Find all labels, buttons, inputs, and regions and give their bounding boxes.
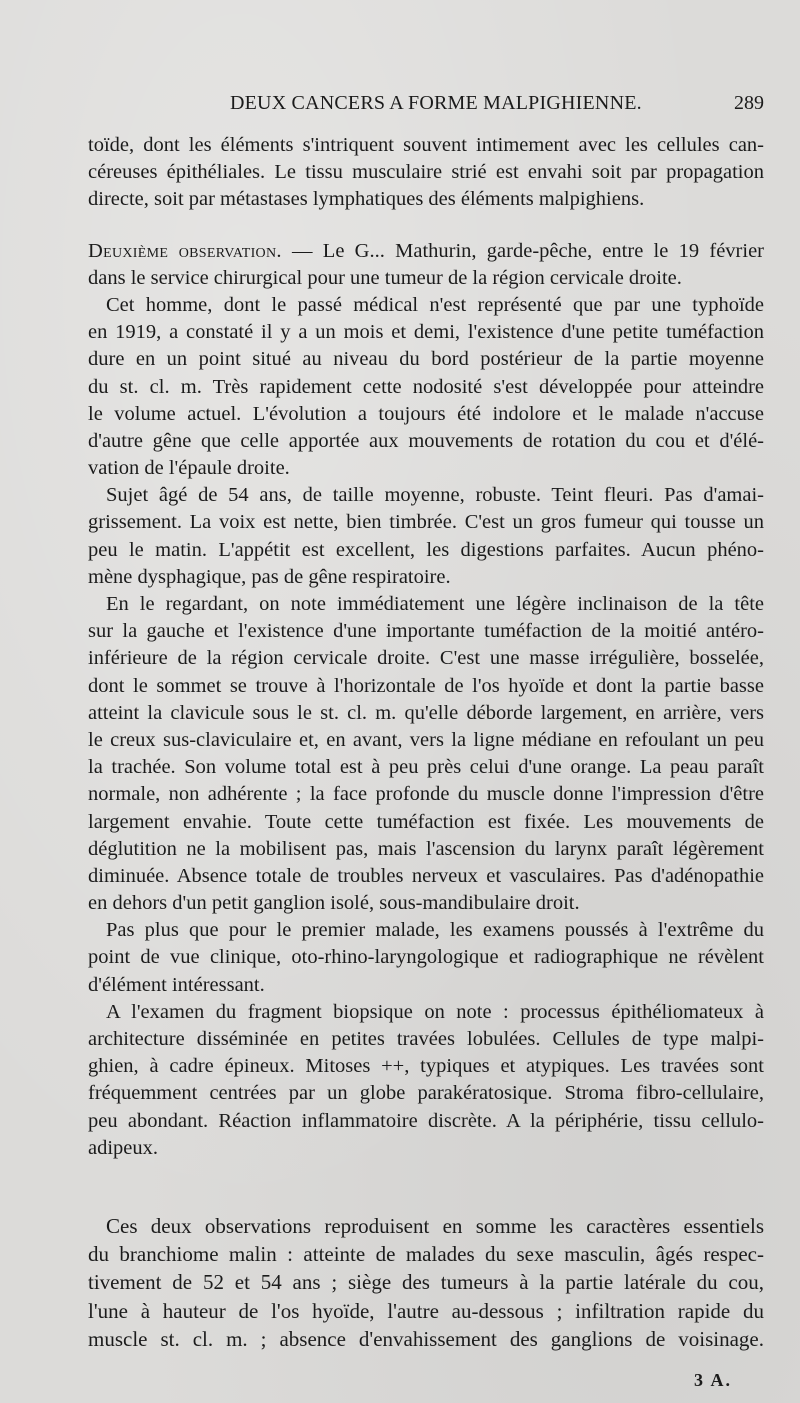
text-line: Ces deux observations reproduisent en somme les caractères essentiels: [106, 1214, 764, 1238]
body-text: [88, 132, 764, 1162]
text-line: dont le sommet se trouve à l'horizontale de l'os hyoïde et dont la partie basse: [88, 674, 764, 697]
text-line: d'élément intéressant.: [88, 973, 265, 996]
text-line: en 1919, a constaté il y a un mois et demi, l'existence d'une petite tuméfaction: [88, 321, 764, 344]
text-line: fréquemment centrées par un globe parakératosique. Stroma fibro-cellulaire,: [88, 1082, 764, 1105]
text-line: peu abondant. Réaction inflammatoire discrète. A la périphérie, tissu cellulo-: [88, 1109, 764, 1132]
text-line: dans le service chirurgical pour une tumeur de la région cervicale droite.: [88, 266, 682, 289]
text-line: l'une à hauteur de l'os hyoïde, l'autre au-dessous ; infiltration rapide du: [88, 1298, 764, 1323]
text-line: adipeux.: [88, 1136, 159, 1159]
text-line: peu le matin. L'appétit est excellent, les digestions parfaites. Aucun phéno-: [88, 538, 764, 561]
running-head: [88, 92, 768, 122]
text-line: ghien, à cadre épineux. Mitoses ++, typiques et atypiques. Les travées sont: [88, 1055, 764, 1078]
text-line: vation de l'épaule droite.: [88, 457, 290, 480]
text-line: En le regardant, on note immédiatement une légère inclinaison de la tête: [106, 593, 764, 615]
observation-heading-line: [88, 238, 764, 265]
text-line: déglutition ne la mobilisent pas, mais l'ascension du larynx paraît légèrement: [88, 837, 764, 860]
text-line: la trachée. Son volume total est à peu près celui d'une orange. La peau paraît: [88, 756, 764, 779]
text-line: le creux sus-claviculaire et, en avant, vers la ligne médiane en refoulant un peu: [88, 728, 764, 751]
text-line: sur la gauche et l'existence d'une importante tuméfaction de la moitié antéro-: [88, 620, 764, 643]
text-line: architecture disséminée en petites travées lobulées. Cellules de type malpi-: [88, 1028, 764, 1050]
text-line: céreuses épithéliales. Le tissu musculaire strié est envahi soit par propagation: [88, 161, 764, 184]
text-line: du branchiome malin : atteinte de malades du sexe masculin, âgés respec-: [88, 1242, 764, 1267]
text-line: d'autre gêne que celle apportée aux mouvements de rotation du cou et d'élé-: [88, 429, 764, 452]
text-line: du st. cl. m. Très rapidement cette nodosité s'est développée pour atteindre: [88, 375, 764, 398]
observation-heading-rest: — Le G... Mathurin, garde-pêche, entre le 19 février: [292, 239, 764, 262]
text-line: largement envahie. Toute cette tuméfaction est fixée. Les mouvements de: [88, 810, 764, 833]
text-line: mène dysphagique, pas de gêne respiratoire.: [88, 565, 451, 588]
text-line: atteint la clavicule sous le st. cl. m. qu'elle déborde largement, en arrière, vers: [88, 701, 764, 724]
observation-label: Deuxième observation.: [88, 239, 282, 262]
text-line: dure en un point situé au niveau du bord postérieur de la partie moyenne: [88, 348, 764, 371]
text-line: Sujet âgé de 54 ans, de taille moyenne, robuste. Teint fleuri. Pas d'amai-: [106, 484, 764, 507]
signature-mark: 3 A.: [693, 1370, 732, 1390]
text-line: muscle st. cl. m. ; absence d'envahissement des ganglions de voisinage.: [88, 1326, 764, 1351]
text-line: toïde, dont les éléments s'intriquent souvent intimement avec les cellules can-: [88, 134, 764, 156]
text-line: normale, non adhérente ; la face profonde du muscle donne l'impression d'être: [88, 783, 764, 806]
text-line: Pas plus que pour le premier malade, les examens poussés à l'extrême du: [106, 919, 764, 942]
text-line: Cet homme, dont le passé médical n'est représenté que par une typhoïde: [106, 293, 764, 316]
text-line: A l'examen du fragment biopsique on note : processus épithéliomateux à: [106, 1000, 764, 1023]
text-line: inférieure de la région cervicale droite. C'est une masse irrégulière, bosselée,: [88, 647, 764, 670]
text-line: point de vue clinique, oto-rhino-laryngologique et radiographique ne révèlent: [88, 946, 764, 969]
running-title: DEUX CANCERS A FORME MALPIGHIENNE.: [230, 92, 642, 114]
text-line: diminuée. Absence totale de troubles nerveux et vasculaires. Pas d'adénopathie: [88, 864, 764, 887]
text-line: le volume actuel. L'évolution a toujours été indolore et le malade n'accuse: [88, 402, 764, 425]
conclusion-paragraph: [88, 1212, 764, 1353]
text-line: tivement de 52 et 54 ans ; siège des tumeurs à la partie latérale du cou,: [88, 1270, 764, 1295]
text-line: en dehors d'un petit ganglion isolé, sous-mandibulaire droit.: [88, 892, 580, 915]
paragraph-gap: [88, 214, 764, 238]
text-line: grissement. La voix est nette, bien timbrée. C'est un gros fumeur qui tousse un: [88, 511, 764, 534]
text-line: directe, soit par métastases lymphatiques des éléments malpighiens.: [88, 188, 645, 211]
page-number: 289: [734, 92, 764, 114]
